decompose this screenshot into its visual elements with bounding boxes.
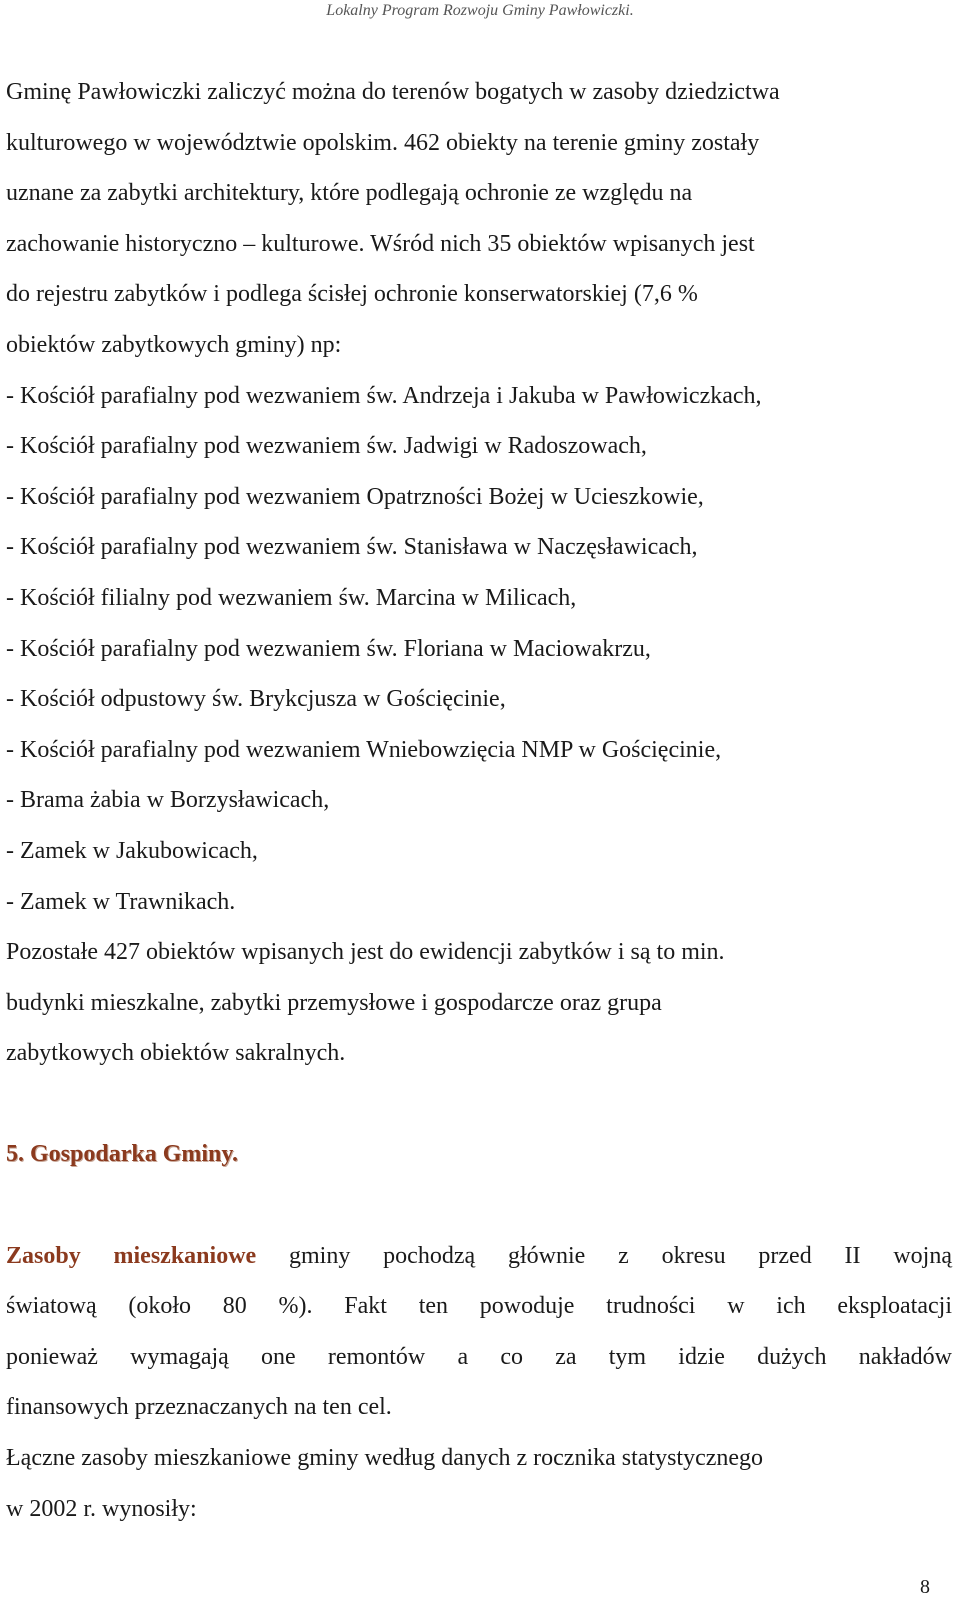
monument-list-item: - Zamek w Jakubowicach, bbox=[6, 837, 258, 864]
remaining-line: zabytkowych obiektów sakralnych. bbox=[6, 1040, 346, 1067]
monument-list-item: - Kościół parafialny pod wezwaniem św. Floriana w Maciowakrzu, bbox=[6, 635, 651, 662]
housing-line: światową (około 80 %). Fakt ten powoduje trudności w ich eksploatacji bbox=[6, 1293, 952, 1320]
remaining-line: budynki mieszkalne, zabytki przemysłowe i gospodarcze oraz grupa bbox=[6, 989, 662, 1016]
housing-line: Łączne zasoby mieszkaniowe gminy według danych z rocznika statystycznego bbox=[6, 1445, 764, 1472]
housing-line bbox=[6, 1231, 952, 1282]
page-content bbox=[6, 67, 952, 1534]
intro-line: kulturowego w województwie opolskim. 462 obiekty na terenie gminy zostały bbox=[6, 129, 760, 156]
monument-list-item: - Kościół parafialny pod wezwaniem Wniebowzięcia NMP w Gościęcinie, bbox=[6, 736, 722, 763]
monument-list-item: - Kościół filialny pod wezwaniem św. Marcina w Milicach, bbox=[6, 584, 577, 611]
intro-line: uznane za zabytki architektury, które podlegają ochronie ze względu na bbox=[6, 180, 693, 207]
monument-list-item: - Kościół parafialny pod wezwaniem Opatrzności Bożej w Ucieszkowie, bbox=[6, 483, 704, 510]
monument-list-item: - Kościół parafialny pod wezwaniem św. Jadwigi w Radoszowach, bbox=[6, 433, 647, 460]
intro-line: do rejestru zabytków i podlega ścisłej ochronie konserwatorskiej (7,6 % bbox=[6, 281, 698, 308]
housing-line: w 2002 r. wynosiły: bbox=[6, 1495, 197, 1522]
intro-line: obiektów zabytkowych gminy) np: bbox=[6, 331, 342, 358]
running-header: Lokalny Program Rozwoju Gminy Pawłowiczki. bbox=[326, 2, 634, 19]
page-number: 8 bbox=[920, 1576, 930, 1598]
spacer bbox=[6, 1079, 952, 1130]
monument-list-item: - Kościół odpustowy św. Brykcjusza w Gościęcinie, bbox=[6, 686, 506, 713]
monument-list-item: - Kościół parafialny pod wezwaniem św. Andrzeja i Jakuba w Pawłowiczkach, bbox=[6, 382, 762, 409]
housing-line: ponieważ wymagają one remontów a co za tym idzie dużych nakładów bbox=[6, 1343, 952, 1370]
housing-lead: Zasoby mieszkaniowe bbox=[6, 1242, 257, 1269]
housing-line-rest: gminy pochodzą głównie z okresu przed II wojną bbox=[256, 1242, 952, 1269]
monument-list-item: - Kościół parafialny pod wezwaniem św. Stanisława w Naczęsławicach, bbox=[6, 534, 698, 561]
intro-line: zachowanie historyczno – kulturowe. Wśród nich 35 obiektów wpisanych jest bbox=[6, 230, 755, 257]
monument-list-item: - Brama żabia w Borzysławicach, bbox=[6, 787, 330, 814]
remaining-line: Pozostałe 427 obiektów wpisanych jest do ewidencji zabytków i są to min. bbox=[6, 939, 725, 966]
monument-list-item: - Zamek w Trawnikach. bbox=[6, 888, 236, 915]
section-heading: 5. Gospodarka Gminy. bbox=[6, 1141, 239, 1168]
housing-line: finansowych przeznaczanych na ten cel. bbox=[6, 1394, 392, 1421]
spacer bbox=[6, 1180, 952, 1231]
intro-line: Gminę Pawłowiczki zaliczyć można do terenów bogatych w zasoby dziedzictwa bbox=[6, 79, 780, 105]
